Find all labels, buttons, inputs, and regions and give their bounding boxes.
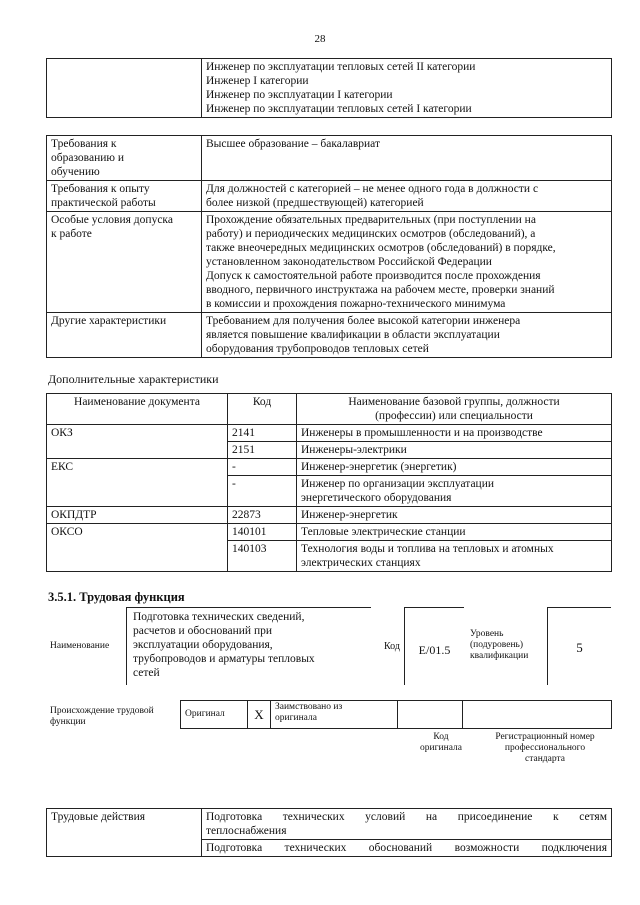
caption-line: Регистрационный номер (495, 732, 595, 742)
original-mark: X (248, 701, 271, 729)
label-line: обучению (51, 166, 100, 178)
page-number: 28 (314, 33, 326, 45)
value-line: работу) и периодических медицинских осмотров (обследований), а (206, 228, 536, 240)
requirement-value (202, 181, 612, 212)
name-cell: Тепловые электрические станции (297, 524, 612, 541)
origin-table (180, 700, 612, 729)
action-line: теплоснабжения (206, 825, 287, 837)
doc-cell: ОКЗ (47, 425, 228, 459)
name-line: трубопроводов и арматуры тепловых (133, 653, 315, 665)
code-cell: 140103 (228, 541, 297, 572)
section-title: 3.5.1. Трудовая функция (48, 590, 185, 604)
category-line: Инженер по эксплуатации тепловых сетей I категории (206, 103, 472, 115)
table-row (47, 212, 612, 313)
value-line: Допуск к самостоятельной работе производится после прохождения (206, 270, 541, 282)
code-label: Код (384, 641, 400, 652)
table-row (47, 524, 612, 541)
caption-line: профессионального (504, 743, 586, 753)
level-value-box: 5 (547, 607, 611, 685)
header-document: Наименование документа (47, 394, 228, 425)
borrowed-line: оригинала (275, 713, 317, 723)
label-line: Требования к (51, 138, 117, 150)
value-line: более низкой (предшествующей) категорией (206, 197, 424, 209)
header-code: Код (228, 394, 297, 425)
name-cell (297, 476, 612, 507)
table-header-row (47, 394, 612, 425)
label-line: Другие характеристики (51, 315, 167, 327)
value-line: Высшее образование – бакалавриат (206, 138, 380, 150)
table-row (47, 459, 612, 476)
borrowed-line: Заимствовано из (275, 702, 343, 712)
name-cell: Инженеры в промышленности и на производстве (297, 425, 612, 442)
label-line: Особые условия допуска (51, 214, 173, 226)
requirement-label (47, 181, 202, 212)
reg-caption (478, 732, 612, 765)
top-table-categories (202, 59, 612, 118)
code-cell: 22873 (228, 507, 297, 524)
action-line: Подготовка технических условий на присоединение к сетям (206, 811, 607, 823)
name-cell: Инженер-энергетик (энергетик) (297, 459, 612, 476)
table-row (47, 181, 612, 212)
level-line: (подуровень) (470, 640, 524, 650)
code-cell: - (228, 476, 297, 507)
original-code-cell (398, 701, 463, 729)
requirement-label (47, 212, 202, 313)
reg-number-cell (463, 701, 612, 729)
top-table-empty-cell (47, 59, 202, 118)
function-name-box (126, 607, 371, 685)
labor-actions-table (46, 808, 612, 857)
level-line: квалификации (470, 651, 529, 661)
action-cell (202, 840, 612, 857)
value-line: установленном законодательством Российской Федерации (206, 256, 492, 268)
code-cell: 2141 (228, 425, 297, 442)
additional-characteristics-title: Дополнительные характеристики (48, 372, 219, 386)
name-line: энергетического оборудования (301, 492, 452, 504)
table-row (47, 507, 612, 524)
name-line: расчетов и обоснований при (133, 625, 272, 637)
requirement-value (202, 313, 612, 358)
origin-line: функции (50, 717, 86, 727)
value-line: Прохождение обязательных предварительных (при поступлении на (206, 214, 536, 226)
caption-line: стандарта (525, 754, 565, 764)
label-line: практической работы (51, 197, 156, 209)
doc-cell: ОКСО (47, 524, 228, 572)
name-cell: Инженеры-электрики (297, 442, 612, 459)
value-line: в комиссии и прохождения пожарно-технического минимума (206, 298, 506, 310)
value-line: Требованием для получения более высокой категории инженера (206, 315, 521, 327)
table-row (47, 136, 612, 181)
actions-label: Трудовые действия (47, 809, 202, 857)
label-line: к работе (51, 228, 92, 240)
table-row (47, 425, 612, 442)
value-line: является повышение квалификации в области эксплуатации (206, 329, 500, 341)
value-line: оборудования трубопроводов тепловых сетей (206, 343, 429, 355)
caption-line: Код (433, 732, 449, 742)
doc-cell: ЕКС (47, 459, 228, 507)
name-cell (297, 541, 612, 572)
origin-line: Происхождение трудовой (50, 706, 154, 716)
header-line: Наименование базовой группы, должности (348, 396, 560, 408)
category-line: Инженер по эксплуатации I категории (206, 89, 393, 101)
requirement-label (47, 313, 202, 358)
caption-line: оригинала (420, 743, 462, 753)
value-line: также внеочередных медицинских осмотров (обследований) в порядке, (206, 242, 556, 254)
name-line: Подготовка технических сведений, (133, 611, 305, 623)
borrowed-label (271, 701, 398, 729)
header-line: (профессии) или специальности (375, 410, 533, 422)
level-line: Уровень (470, 629, 504, 639)
category-line: Инженер по эксплуатации тепловых сетей II категории (206, 61, 476, 73)
header-name (297, 394, 612, 425)
original-label: Оригинал (181, 701, 248, 729)
name-line: электрических станциях (301, 557, 421, 569)
table-row (47, 809, 612, 840)
code-cell: 2151 (228, 442, 297, 459)
name-line: эксплуатации оборудования, (133, 639, 273, 651)
name-label: Наименование (50, 641, 110, 651)
additional-characteristics-table (46, 393, 612, 572)
category-line: Инженер I категории (206, 75, 309, 87)
label-line: Требования к опыту (51, 183, 150, 195)
value-line: вводного, первичного инструктажа на рабочем месте, проверки знаний (206, 284, 555, 296)
origin-label (50, 706, 154, 728)
code-value-box: E/01.5 (404, 607, 464, 685)
name-line: Технология воды и топлива на тепловых и атомных (301, 543, 554, 555)
code-cell: 140101 (228, 524, 297, 541)
requirement-value (202, 212, 612, 313)
label-line: образованию и (51, 152, 124, 164)
action-cell (202, 809, 612, 840)
level-label (470, 629, 528, 662)
doc-cell: ОКПДТР (47, 507, 228, 524)
requirements-table (46, 135, 612, 358)
top-category-table (46, 58, 612, 118)
value-line: Для должностей с категорией – не менее одного года в должности с (206, 183, 539, 195)
code-caption (414, 732, 468, 754)
requirement-value (202, 136, 612, 181)
requirement-label (47, 136, 202, 181)
action-line: Подготовка технических обоснований возможности подключения (206, 842, 607, 854)
name-line: Инженер по организации эксплуатации (301, 478, 495, 490)
table-row (47, 313, 612, 358)
code-cell: - (228, 459, 297, 476)
name-line: сетей (133, 667, 160, 679)
name-cell: Инженер-энергетик (297, 507, 612, 524)
